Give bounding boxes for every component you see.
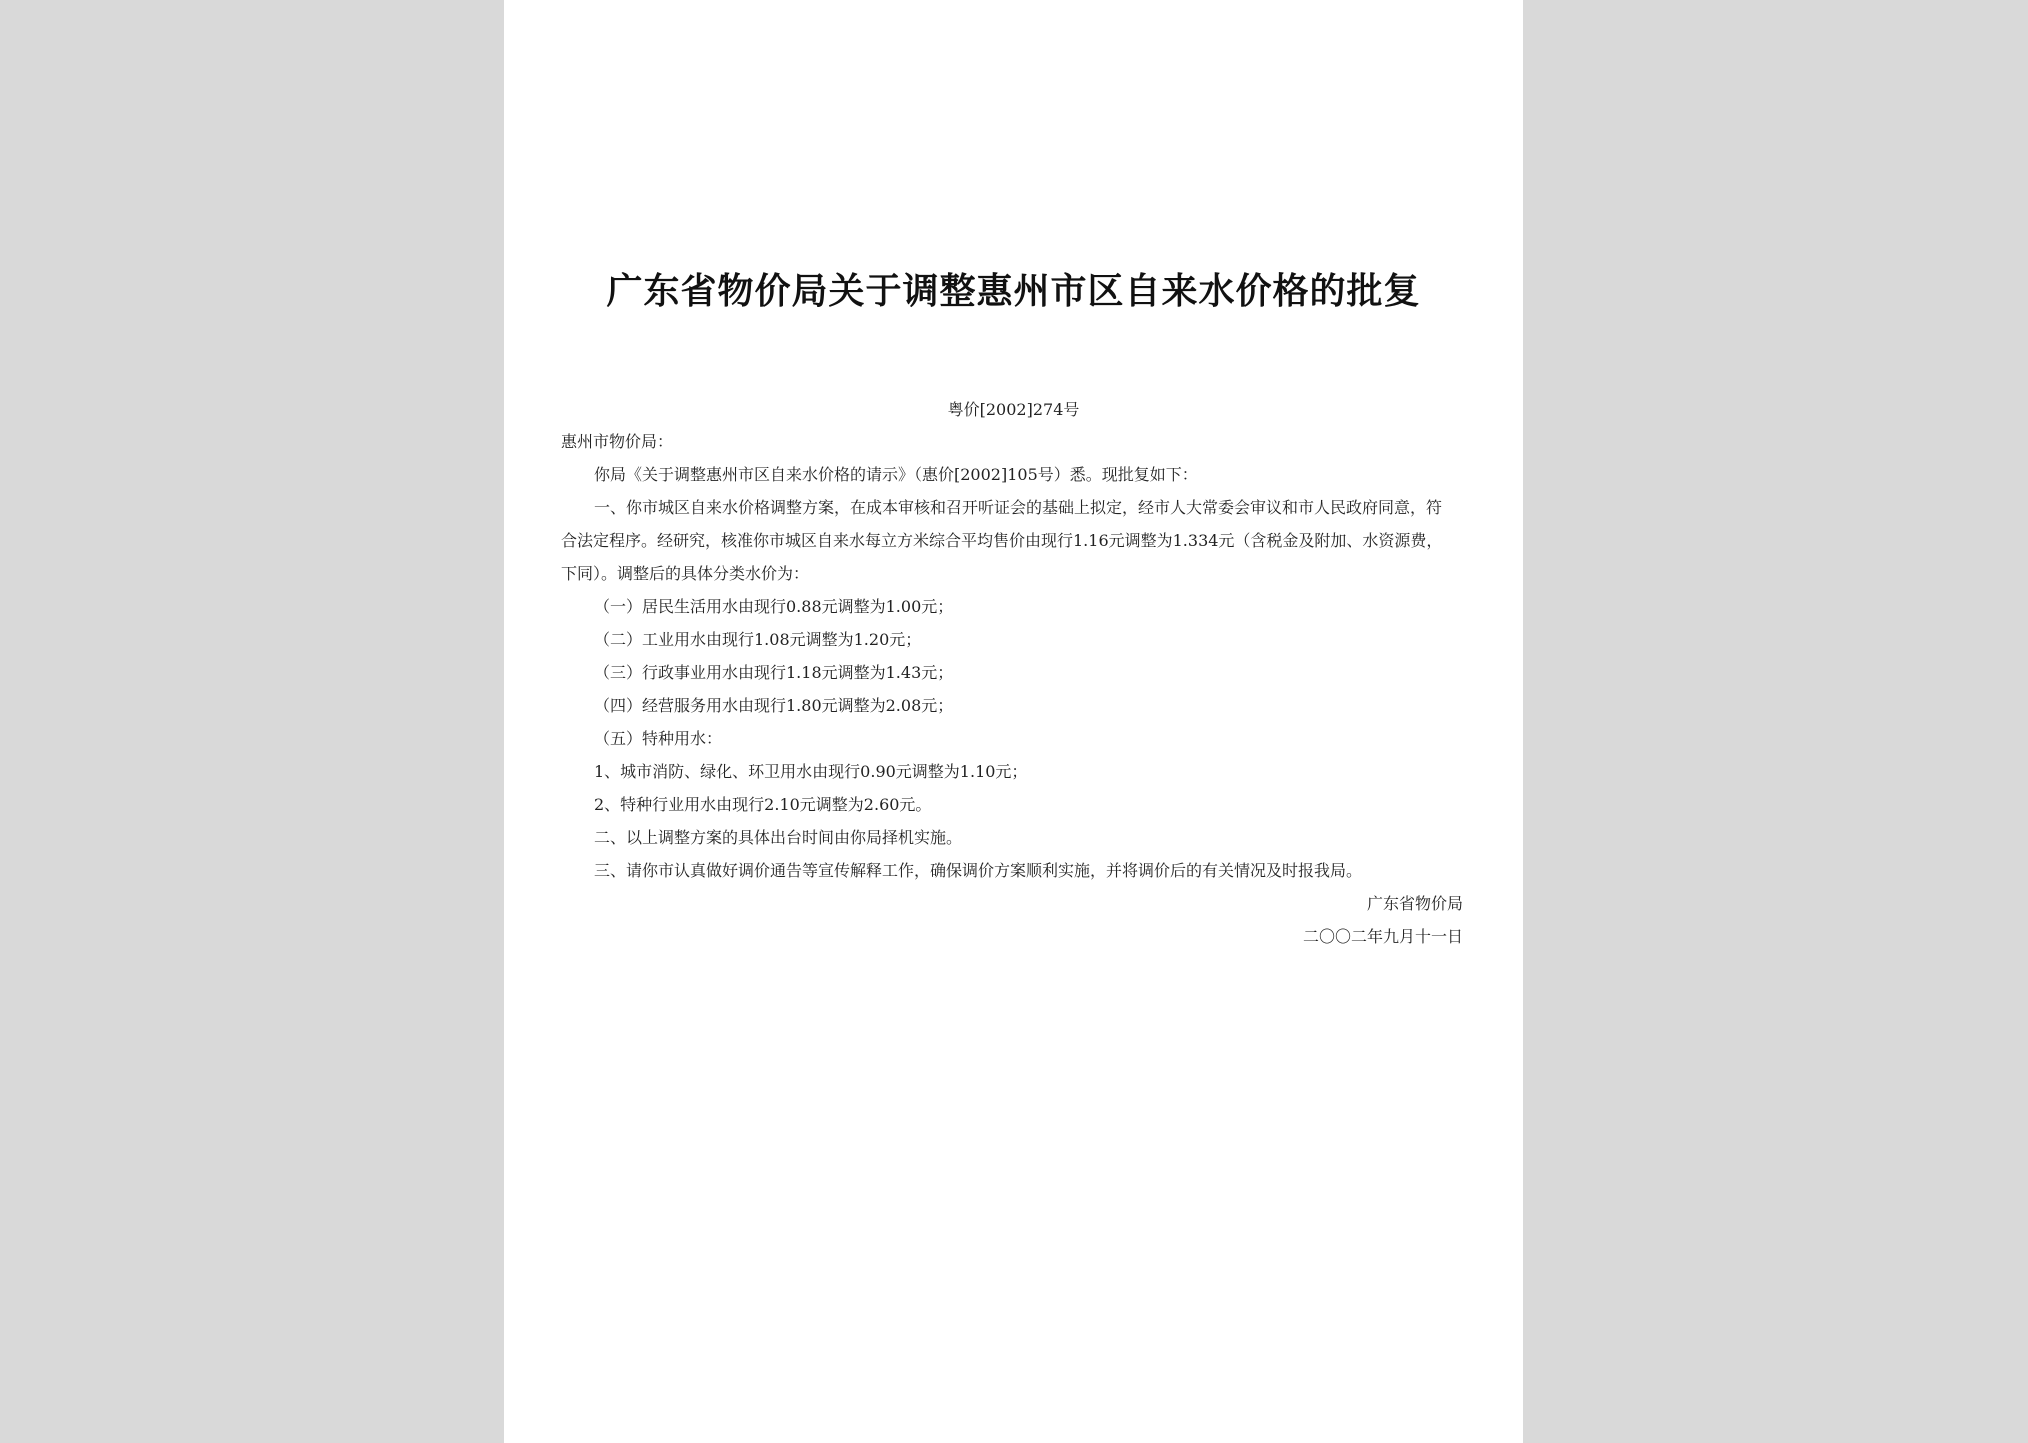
paragraph-line: 一、你市城区自来水价格调整方案，在成本审核和召开听证会的基础上拟定，经市人大常委会审议和市人民政府同意，符 <box>594 498 1443 517</box>
list-item: （三）行政事业用水由现行1.18元调整为1.43元； <box>594 663 954 682</box>
signature: 广东省物价局 <box>1366 894 1463 913</box>
signature-date: 二〇〇二年九月十一日 <box>1302 927 1463 946</box>
list-item: 2、特种行业用水由现行2.10元调整为2.60元。 <box>594 795 932 814</box>
paragraph-intro: 你局《关于调整惠州市区自来水价格的请示》（惠价[2002]105号）悉。现批复如下： <box>594 465 1198 484</box>
list-item: 1、城市消防、绿化、环卫用水由现行0.90元调整为1.10元； <box>594 762 1028 781</box>
paragraph-line: 下同）。调整后的具体分类水价为： <box>561 564 810 583</box>
document-number: 粤价[2002]274号 <box>947 400 1080 419</box>
document-title: 广东省物价局关于调整惠州市区自来水价格的批复 <box>606 270 1421 312</box>
list-item: （一）居民生活用水由现行0.88元调整为1.00元； <box>594 597 954 616</box>
list-item: （二）工业用水由现行1.08元调整为1.20元； <box>594 630 922 649</box>
addressee: 惠州市物价局： <box>561 432 674 451</box>
list-item: （四）经营服务用水由现行1.80元调整为2.08元； <box>594 696 954 715</box>
paragraph-line: 合法定程序。经研究，核准你市城区自来水每立方米综合平均售价由现行1.16元调整为1.334元（含税金及附加、水资源费， <box>561 531 1443 550</box>
paragraph-line: 二、以上调整方案的具体出台时间由你局择机实施。 <box>594 828 963 847</box>
list-item: （五）特种用水： <box>594 729 723 748</box>
paragraph-line: 三、请你市认真做好调价通告等宣传解释工作，确保调价方案顺利实施，并将调价后的有关情况及时报我局。 <box>594 861 1363 880</box>
document-page <box>504 0 1523 1443</box>
